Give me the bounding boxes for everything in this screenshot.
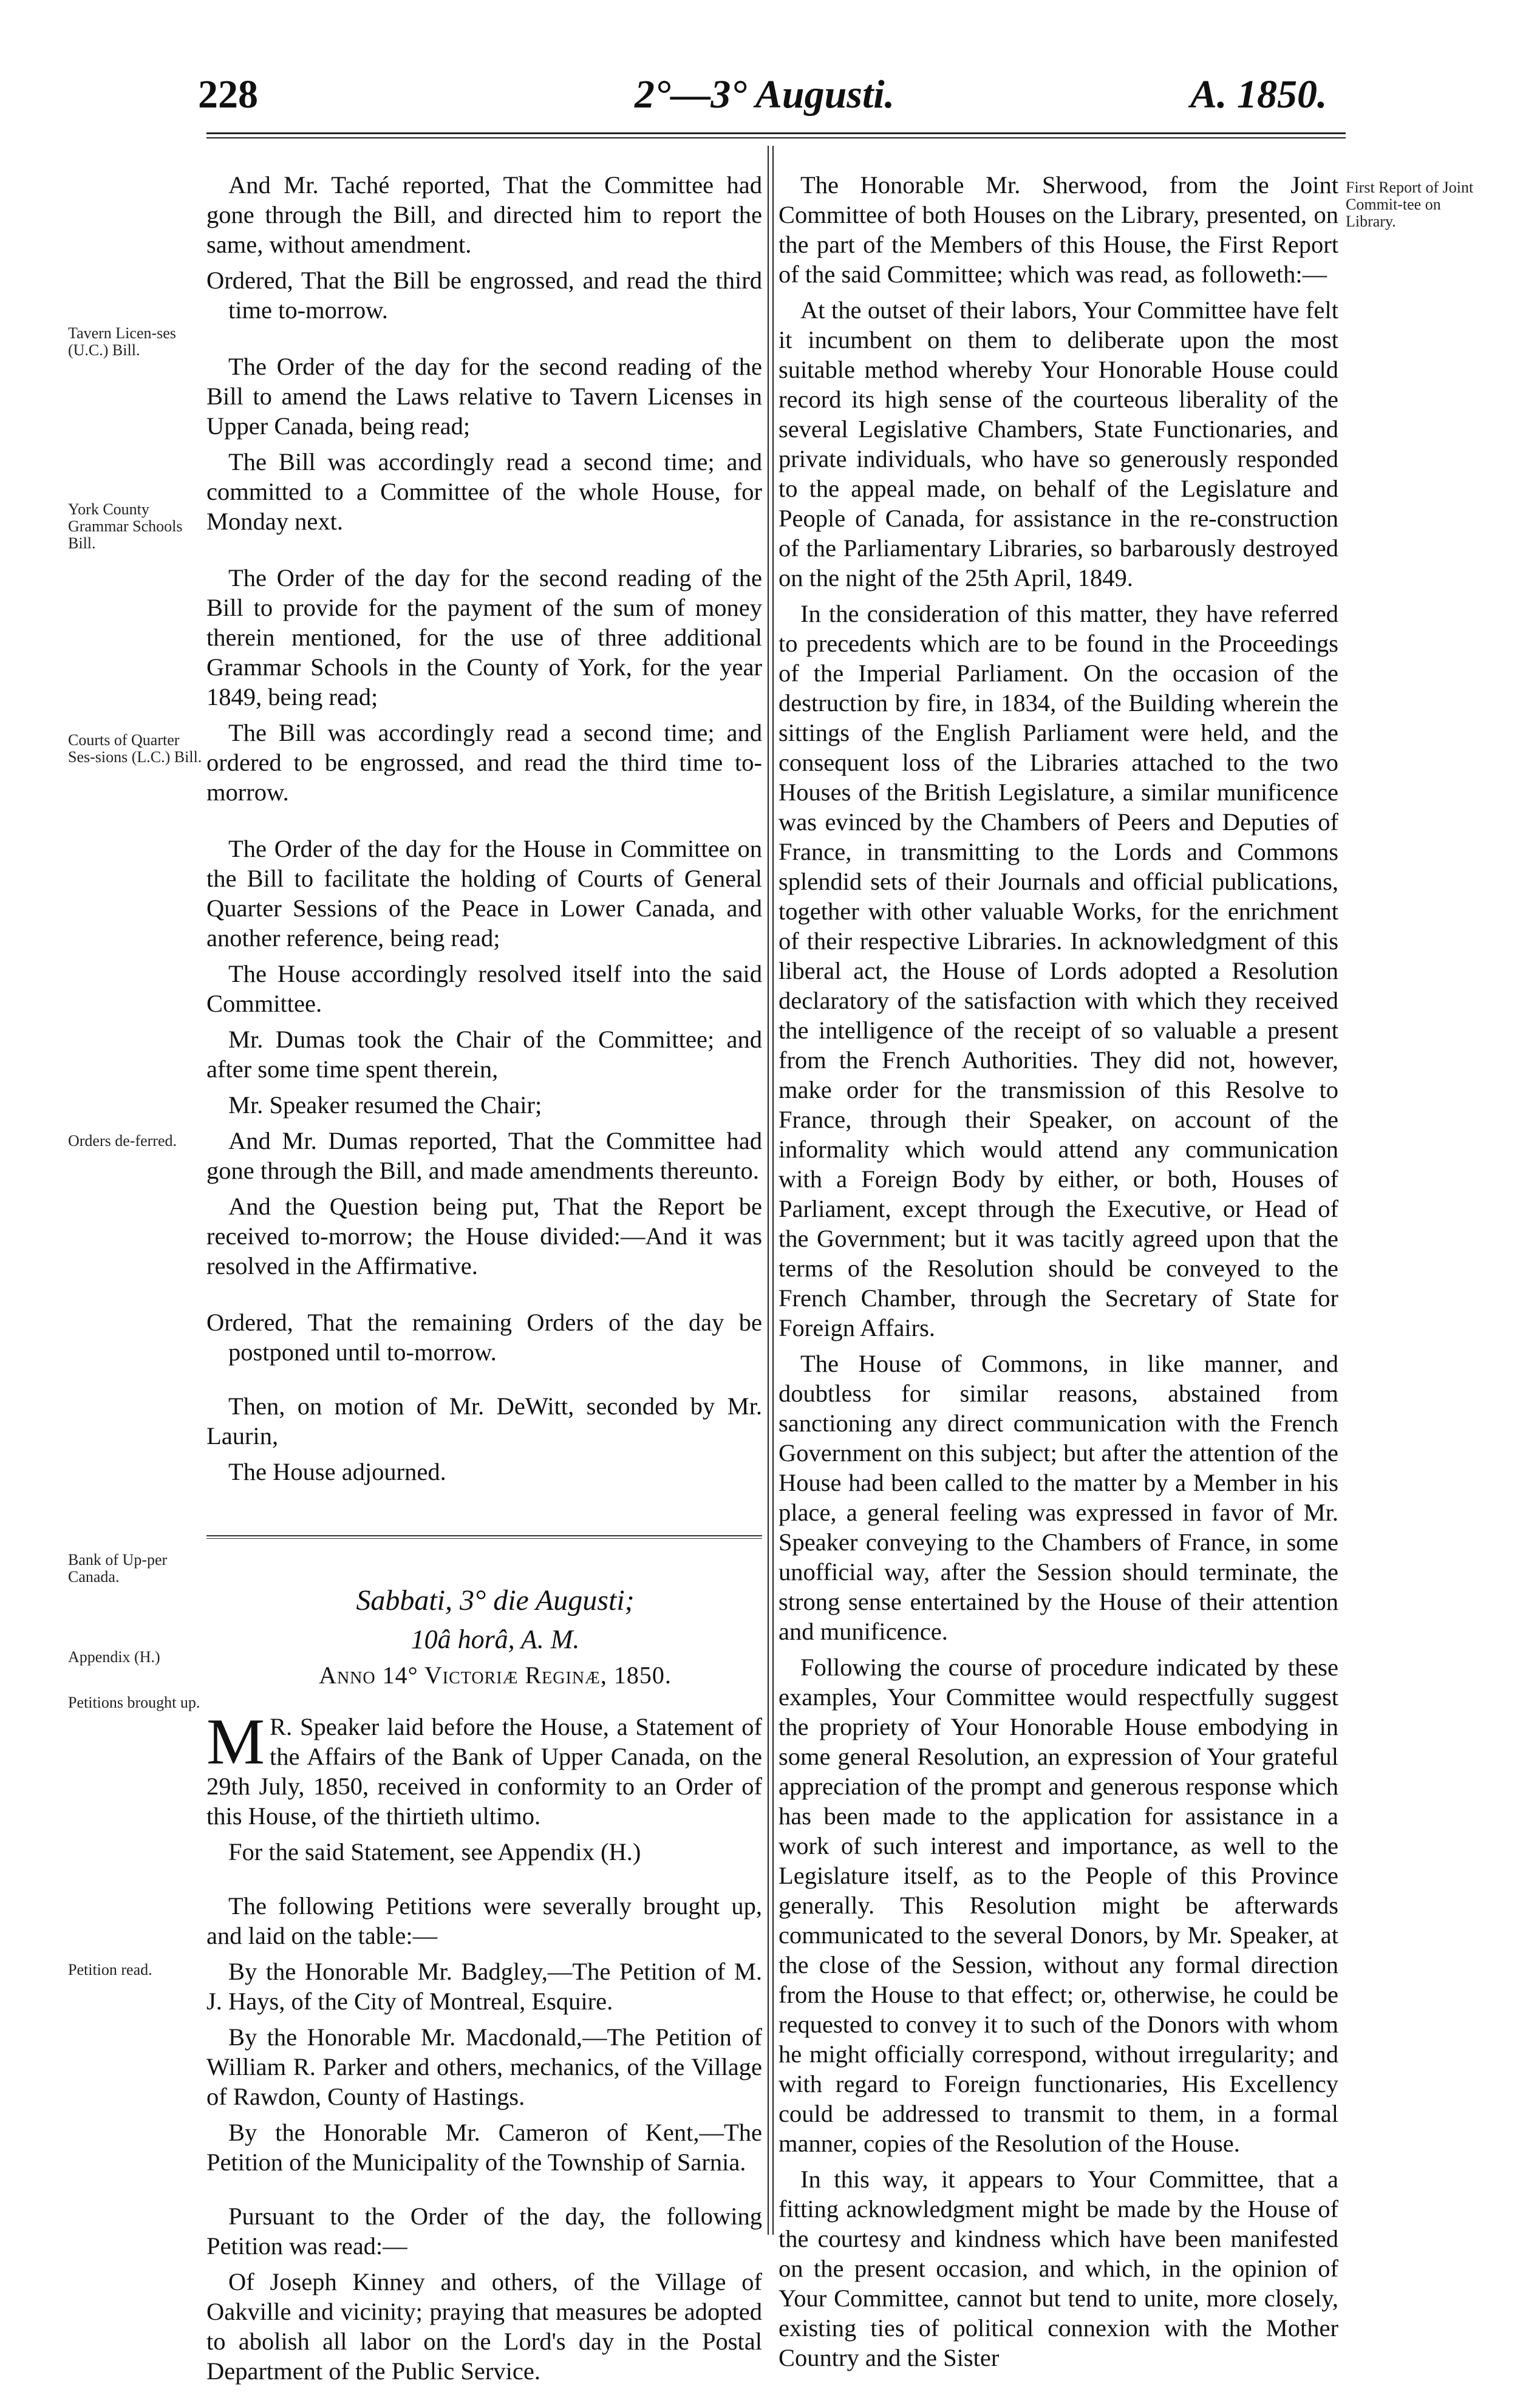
section-rule [206,1538,762,1539]
sitting-time-heading: 10â horâ, A. M. [411,1624,580,1654]
paragraph: By the Honorable Mr. Cameron of Kent,—The Petition of the Municipality of the Township of Sarnia. [206,2119,762,2176]
paragraph: By the Honorable Mr. Macdonald,—The Petition of William R. Parker and others, mechanics, of the Village of Rawdon, County of Hastings. [206,2023,762,2110]
paragraph: And the Question being put, That the Report be received to-morrow; the House divided:—And it was resolved in the Affirmative. [206,1193,762,1279]
paragraph: The Bill was accordingly read a second time; and ordered to be engrossed, and read the third time to-morrow. [206,719,762,806]
paragraph: The Order of the day for the House in Committee on the Bill to facilitate the holding of Courts of General Quarter Sessions of the Peace in Lower Canada, and another reference, being read; [206,835,762,952]
paragraph: In the consideration of this matter, they have referred to precedents which are to be found in the Proceedings of the Imperial Parliament. On the occasion of the destruction by fire, in 1834, of the Building wherein the sittings of the English Parliament were held, and the consequent loss of the Libraries attached to the two Houses of the British Legislature, a similar munificence was evinced by the Chambers of Peers and Deputies of France, in transmitting to the Lords and Commons splendid sets of their Journals and official publications, together with other valuable Works, for the enrichment of their respective Libraries. In acknowledgment of this liberal act, the House of Lords adopted a Resolution declaratory of the satisfaction with which they received the intelligence of the receipt of so valuable a present from the French Authorities. They did not, however, make order for the transmission of this Resolve to France, through their Speaker, on account of the informality which would attend any communication with a Foreign Body by either, or both, Houses of Parliament, except through the Executive, or Head of the Government; but it was tacitly agreed upon that the terms of the Resolution should be conveyed to the French Chamber, through the Secretary of State for Foreign Affairs. [779,600,1338,1341]
margin-note-petitions: Petitions brought up. [68,1694,200,1711]
paragraph: By the Honorable Mr. Badgley,—The Petition of M. J. Hays, of the City of Montreal, Esquire. [206,1958,762,2015]
right-column [779,170,1338,2379]
paragraph: Mr. Dumas took the Chair of the Committee; and after some time spent therein, [206,1026,762,1083]
header-rule-bottom [206,137,1346,138]
drop-cap: M [206,1706,265,1778]
margin-note-appendix: Appendix (H.) [68,1648,160,1666]
paragraph: The Bill was accordingly read a second time; and committed to a Committee of the whole House, for Monday next. [206,448,762,535]
paragraph: The House accordingly resolved itself into the said Committee. [206,960,762,1017]
margin-note-library: First Report of Joint Commit-tee on Library. [1346,179,1474,230]
regnal-year-heading: Anno 14° Victoriæ Reginæ, 1850. [319,1661,672,1689]
page-number: 228 [198,72,258,117]
paragraph: Ordered, That the remaining Orders of the day be postponed until to-morrow. [206,1309,762,1366]
section-rule [206,1535,762,1536]
paragraph: At the outset of their labors, Your Committee have felt it incumbent on them to deliberate upon the most suitable method whereby Your Honorable House could record its high sense of the courteous liberality of the several Legislative Chambers, State Functionaries, and private individuals, who have so generously responded to the appeal made, on behalf of the Legislature and People of Canada, for assistance in the re-construction of the Parliamentary Libraries, so barbarously destroyed on the night of the 25th April, 1849. [779,296,1338,591]
margin-note-york: York County Grammar Schools Bill. [68,500,183,552]
paragraph: M R. Speaker laid before the House, a Statement of the Affairs of the Bank of Upper Canada, on the 29th July, 1850, received in conformity to an Order of this House, of the thirtieth ultimo. [206,1706,762,1830]
paragraph: And Mr. Taché reported, That the Committee had gone through the Bill, and directed him to report the same, without amendment. [206,171,762,258]
paragraph: The Order of the day for the second reading of the Bill to provide for the payment of the sum of money therein mentioned, for the use of three additional Grammar Schools in the County of York, for the year 1849, being read; [206,564,762,710]
running-header [0,0,1540,152]
margin-note-tavern: Tavern Licen-ses (U.C.) Bill. [68,324,176,359]
paragraph: The House of Commons, in like manner, and doubtless for similar reasons, abstained from sanctioning any direct communication with the French Government on this subject; but after the attention of the House had been called to the matter by a Member in his place, a general feeling was expressed in favor of Mr. Speaker conveying to the Chambers of France, in some unofficial way, after the Session should terminate, the strong sense entertained by the House of their attention and munificence. [779,1350,1338,1645]
paragraph: Mr. Speaker resumed the Chair; [228,1091,542,1119]
header-year: A. 1850. [1190,72,1327,117]
column-divider [768,146,769,2235]
margin-note-bank: Bank of Up-per Canada. [68,1551,168,1586]
margin-note-orders: Orders de-ferred. [68,1132,177,1150]
paragraph: Pursuant to the Order of the day, the following Petition was read:— [206,2203,762,2260]
paragraph: For the said Statement, see Appendix (H.) [228,1838,641,1866]
paragraph: In this way, it appears to Your Committee, that a fitting acknowledgment might be made by the House of the courtesy and kindness which have been manifested on the present occasion, and which, in the opinion of Your Committee, cannot but tend to unite, more closely, existing ties of political connexion with the Mother Country and the Sister [779,2165,1338,2371]
paragraph: The Order of the day for the second reading of the Bill to amend the Laws relative to Tavern Licenses in Upper Canada, being read; [206,353,762,440]
margin-note-courts: Courts of Quarter Ses-sions (L.C.) Bill. [68,731,202,766]
header-rule-top [206,132,1346,134]
left-column [206,170,762,2392]
paragraph: Following the course of procedure indicated by these examples, Your Committee would respectfully suggest the propriety of Your Honorable House embodying in some general Resolution, an expression of Your grateful appreciation of the prompt and generous response which has been made to the application for assistance in a work of such interest and importance, as well to the Legislature itself, as to the People of this Province generally. This Resolution might be afterwards communicated to the several Donors, by Mr. Speaker, at the close of the Session, without any formal direction from the House to that effect; or, otherwise, he could be requested to convey it to such of the Donors with whom he might officially correspond, without irregularity; and with regard to Foreign functionaries, His Excellency could be addressed to transmit to them, in a formal manner, copies of the Resolution of the House. [779,1654,1338,2157]
paragraph: The Honorable Mr. Sherwood, from the Joint Committee of both Houses on the Library, presented, on the part of the Members of this House, the First Report of the said Committee; which was read, as followeth:— [779,171,1338,288]
paragraph: Of Joseph Kinney and others, of the Village of Oakville and vicinity; praying that measures be adopted to abolish all labor on the Lord's day in the Postal Department of the Public Service. [206,2268,762,2385]
margin-note-petition-read: Petition read. [68,1961,152,1978]
column-divider [772,146,774,2235]
paragraph: The House adjourned. [228,1458,446,1485]
header-date: 2°—3° Augusti. [635,72,895,117]
paragraph: Then, on motion of Mr. DeWitt, seconded by Mr. Laurin, [206,1392,762,1450]
paragraph: The following Petitions were severally brought up, and laid on the table:— [206,1892,762,1949]
sitting-date-heading: Sabbati, 3° die Augusti; [356,1584,635,1617]
paragraph: And Mr. Dumas reported, That the Committee had gone through the Bill, and made amendments thereunto. [206,1127,762,1184]
paragraph: Ordered, That the Bill be engrossed, and read the third time to-morrow. [206,267,762,324]
